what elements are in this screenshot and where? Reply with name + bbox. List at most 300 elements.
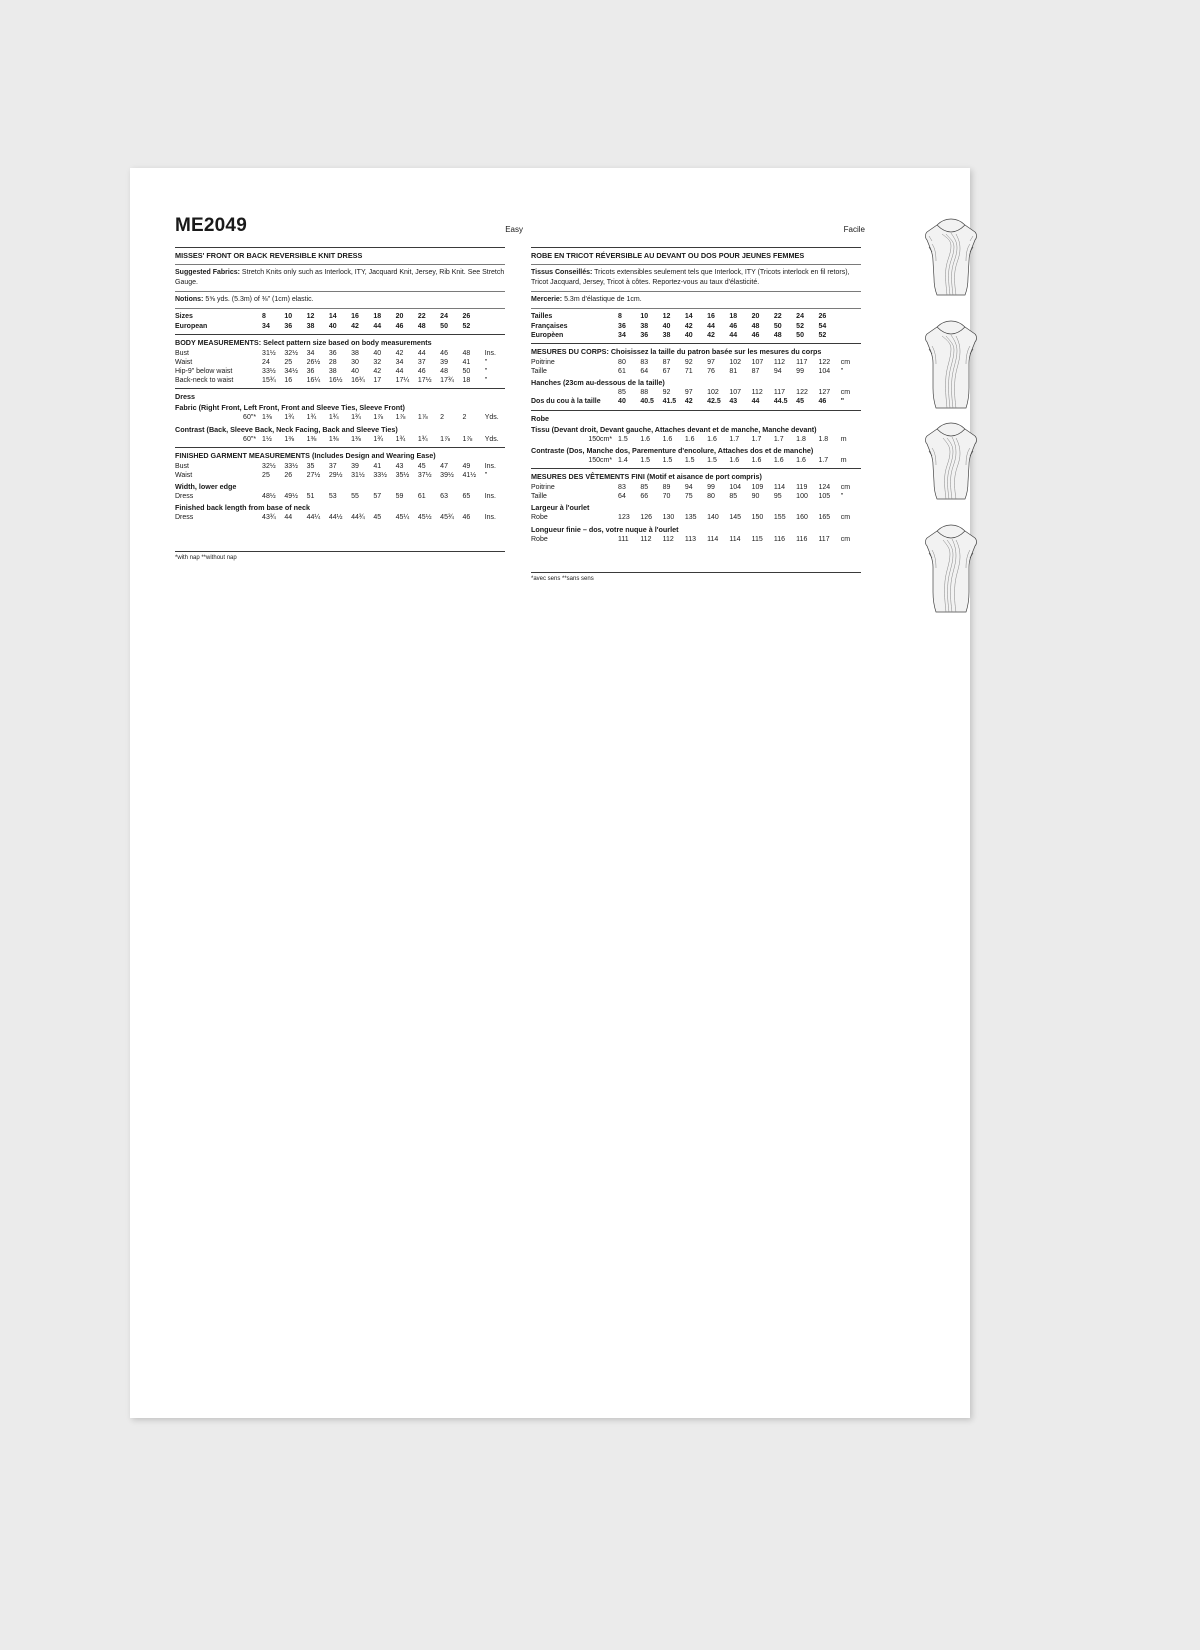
cell: 64 <box>618 493 626 501</box>
table-row <box>175 367 505 376</box>
cell: 44 <box>284 514 293 522</box>
cell: 38 <box>306 322 315 330</box>
cell: 34½ <box>284 368 298 376</box>
cell: 1⅞ <box>440 435 450 443</box>
cell-unit: Yds. <box>484 435 499 443</box>
cell: 1¾ <box>395 435 406 443</box>
divider <box>175 447 505 448</box>
cell: 1.7 <box>818 456 829 464</box>
table-row <box>175 462 505 471</box>
cell-unit: Ins. <box>484 462 496 470</box>
cell: 1½ <box>262 435 272 443</box>
cell: 127 <box>818 389 831 397</box>
two-column-body <box>175 244 875 582</box>
cell: 16 <box>351 313 359 321</box>
cell: 41½ <box>462 472 477 480</box>
divider <box>531 308 861 309</box>
cell: 52 <box>796 322 804 330</box>
row-label: Waist <box>175 472 193 480</box>
footnote-fr: *avec sens **sans sens <box>531 575 594 582</box>
cell: 55 <box>351 493 359 501</box>
cell: 112 <box>662 535 674 543</box>
cell: 113 <box>684 535 697 543</box>
finished-back-length-table-fr <box>531 535 861 544</box>
cell: 1.5 <box>640 456 651 464</box>
cell: 116 <box>773 535 786 543</box>
cell: 75 <box>684 493 693 501</box>
width-lower-edge-table-fr <box>531 513 861 522</box>
cell: 66 <box>640 493 649 501</box>
cell: 41 <box>462 358 471 366</box>
finished-measurements-header-en: FINISHED GARMENT MEASUREMENTS (Includes Design and Wearing Ease) <box>175 450 436 460</box>
cell: 36 <box>328 349 337 357</box>
cell: 26 <box>818 313 827 321</box>
cell: 24 <box>262 358 270 366</box>
cell: 29½ <box>328 472 343 480</box>
cell: 44 <box>395 368 404 376</box>
cell-unit: " <box>840 368 844 376</box>
suggested-fabrics-text-fr: Tricots extensibles seulement tels que Interlock, ITY (Tricots interlock en fil retors), Tricot Jacquard, Jersey, Tricot à côtes. Reportez-vous au taux d'élasticité. <box>531 268 850 286</box>
cell: 24 <box>440 313 448 321</box>
cell: 124 <box>818 484 831 492</box>
cell: 1⅜ <box>306 435 317 443</box>
table-row <box>175 312 505 321</box>
body-measurements-table-fr <box>531 358 861 376</box>
finished-measurements-header-fr: MESURES DES VÊTEMENTS FINI (Motif et aisance de port compris) <box>531 471 762 481</box>
cell: 1.5 <box>618 435 628 443</box>
column-french <box>531 244 861 582</box>
cell: 100 <box>796 493 808 501</box>
cell: 119 <box>796 484 808 492</box>
cell: 48 <box>773 331 782 339</box>
finished-back-length-table-en <box>175 513 505 522</box>
cell: 42.5 <box>707 398 721 406</box>
cell: 45½ <box>417 514 432 522</box>
cell: 35½ <box>395 472 410 480</box>
size-table-en <box>175 312 505 330</box>
divider <box>175 247 505 248</box>
cell: 117 <box>796 358 808 366</box>
cell: 1.6 <box>707 435 717 443</box>
cell: 122 <box>818 358 831 366</box>
cell: 8 <box>618 313 622 321</box>
table-row <box>175 413 505 422</box>
cell: 71 <box>684 368 693 376</box>
cell: 48 <box>417 322 426 330</box>
table-row <box>175 471 505 480</box>
hip-label-fr: Hanches (23cm au-dessous de la taille) <box>531 378 665 388</box>
row-label: 150cm* <box>588 456 613 464</box>
cell-unit: " <box>484 368 488 376</box>
cell: 114 <box>729 535 741 543</box>
suggested-fabrics-label-fr: Tissus Conseillés: <box>531 268 593 276</box>
cell: 26 <box>462 313 471 321</box>
row-label: Dos du cou à la taille <box>531 398 601 406</box>
table-row <box>175 358 505 367</box>
cell: 44 <box>417 349 426 357</box>
cell: 42 <box>395 349 404 357</box>
cell-unit: " <box>484 358 488 366</box>
cell: 49½ <box>284 493 298 501</box>
table-row <box>531 435 861 444</box>
fabric-yardage-table-fr <box>531 435 861 444</box>
cell: 31½ <box>351 472 365 480</box>
cell: 48 <box>440 368 448 376</box>
cell: 20 <box>395 313 404 321</box>
cell: 34 <box>618 331 626 339</box>
cell: 76 <box>707 368 715 376</box>
cell: 1¾ <box>417 435 428 443</box>
notions-label-fr: Mercerie: <box>531 296 563 304</box>
cell-unit: cm <box>840 484 851 492</box>
cell: 107 <box>751 358 764 366</box>
cell <box>841 331 861 340</box>
cell: 1.5 <box>684 456 695 464</box>
table-row <box>531 312 861 321</box>
cell: 45 <box>417 462 426 470</box>
table-row <box>531 535 861 544</box>
suggested-fabrics-text-en: Stretch Knits only such as Interlock, ITY, Jacquard Knit, Jersey, Rib Knit. See Stretch Gauge. <box>175 268 505 286</box>
divider <box>531 264 861 265</box>
cell: 46 <box>417 368 426 376</box>
cell: 28 <box>328 358 337 366</box>
column-english <box>175 244 505 582</box>
cell: 1.6 <box>684 435 695 443</box>
cell: 85 <box>729 493 738 501</box>
cell: 61 <box>618 368 626 376</box>
cell: 114 <box>773 484 786 492</box>
cell-unit: " <box>484 472 488 480</box>
cell: 65 <box>462 493 471 501</box>
cell: 111 <box>618 535 629 543</box>
cell: 16¾ <box>351 377 365 385</box>
pattern-number: ME2049 <box>175 215 247 236</box>
cell: 14 <box>328 313 337 321</box>
cell: 1⅜ <box>351 435 361 443</box>
cell: 1⅜ <box>284 435 295 443</box>
cell: 25 <box>262 472 270 480</box>
cell: 36 <box>640 331 649 339</box>
cell: 17 <box>373 377 382 385</box>
dress-label-en: Dress <box>175 392 195 402</box>
body-measurements-header-fr: MESURES DU CORPS: Choisissez la taille du patron basée sur les mesures du corps <box>531 346 822 356</box>
finished-back-length-label-en: Finished back length from base of neck <box>175 503 310 513</box>
cell: 1⅞ <box>417 414 428 422</box>
cell-unit: m <box>840 435 847 443</box>
cell-unit: cm <box>840 389 851 397</box>
cell: 87 <box>662 358 671 366</box>
cell: 155 <box>773 514 786 522</box>
cell <box>485 312 505 321</box>
notions-label-en: Notions: <box>175 296 204 304</box>
cell: 46 <box>440 349 448 357</box>
cell: 40 <box>328 322 337 330</box>
cell: 95 <box>773 493 782 501</box>
notions-fr <box>531 295 861 305</box>
cell: 112 <box>773 358 786 366</box>
row-label: 60"* <box>243 435 257 443</box>
cell-unit: " <box>840 398 845 406</box>
cell: 97 <box>707 358 715 366</box>
cell: 88 <box>640 389 649 397</box>
cell: 44 <box>751 398 760 406</box>
difficulty-fr: Facile <box>843 225 865 234</box>
row-label: Waist <box>175 358 193 366</box>
cell: 53 <box>328 493 337 501</box>
view-d-dress-front <box>920 522 982 618</box>
cell-unit: Ins. <box>484 514 496 522</box>
notions-en <box>175 295 505 305</box>
cell: 1.6 <box>773 456 784 464</box>
cell: 80 <box>618 358 626 366</box>
cell: 46 <box>818 398 827 406</box>
cell: 33½ <box>262 368 276 376</box>
divider <box>531 572 861 573</box>
cell: 160 <box>796 514 808 522</box>
cell: 45¾ <box>440 514 454 522</box>
document-content <box>175 215 915 582</box>
cell: 126 <box>640 514 652 522</box>
view-c-dress-front <box>920 420 982 516</box>
cell: 33½ <box>373 472 387 480</box>
row-label: Hip-9" below waist <box>175 368 233 376</box>
cell: 38 <box>328 368 337 376</box>
cell: 1.4 <box>618 456 628 464</box>
cell: 145 <box>729 514 742 522</box>
finished-measurements-table-en <box>175 462 505 480</box>
cell: 1.7 <box>751 435 762 443</box>
cell: 40 <box>684 331 693 339</box>
contrast-line-fr: Contraste (Dos, Manche dos, Parementure d'encolure, Attaches dos et de manche) <box>531 445 814 455</box>
cell: 54 <box>818 322 827 330</box>
cell: 1.8 <box>796 435 806 443</box>
cell: 44 <box>707 322 715 330</box>
cell: 2 <box>440 414 445 422</box>
suggested-fabrics-en <box>175 268 505 288</box>
row-label: Poitrine <box>531 358 555 366</box>
cell: 45 <box>796 398 804 406</box>
cell: 83 <box>618 484 626 492</box>
cell: 64 <box>640 368 649 376</box>
cell: 17¼ <box>395 377 410 385</box>
cell: 18 <box>729 313 738 321</box>
size-table-fr <box>531 312 861 340</box>
cell: 1⅜ <box>262 414 272 422</box>
cell: 36 <box>618 322 626 330</box>
cell: 115 <box>751 535 763 543</box>
header-left <box>175 215 523 237</box>
divider <box>531 291 861 292</box>
row-label: Taille <box>531 493 547 501</box>
cell: 37 <box>417 358 426 366</box>
cell: 24 <box>796 313 804 321</box>
cell: 22 <box>773 313 782 321</box>
garment-title-fr: ROBE EN TRICOT RÉVERSIBLE AU DEVANT OU DOS POUR JEUNES FEMMES <box>531 251 805 260</box>
cell: 87 <box>751 368 760 376</box>
cell: 15¾ <box>262 377 276 385</box>
cell: 114 <box>707 535 719 543</box>
notions-text-fr: 5.3m d'élastique de 1cm. <box>562 296 642 304</box>
difficulty-en: Easy <box>505 225 523 234</box>
cell: 85 <box>640 484 649 492</box>
cell: 25 <box>284 358 293 366</box>
cell: 117 <box>773 389 786 397</box>
cell: 1.7 <box>773 435 784 443</box>
cell: 16½ <box>328 377 343 385</box>
cell: 34 <box>395 358 404 366</box>
table-row <box>531 513 861 522</box>
cell <box>841 312 861 321</box>
cell: 8 <box>262 313 266 321</box>
finished-back-length-label-fr: Longueur finie – dos, votre nuque à l'ourlet <box>531 524 679 534</box>
cell: 46 <box>751 331 760 339</box>
cell: 50 <box>773 322 782 330</box>
cell: 48½ <box>262 493 276 501</box>
cell: 109 <box>751 484 764 492</box>
cell: 39 <box>440 358 448 366</box>
cell: 1.6 <box>729 456 740 464</box>
cell: 44¾ <box>351 514 365 522</box>
cell: 89 <box>662 484 671 492</box>
cell: 94 <box>773 368 782 376</box>
cell: 97 <box>684 389 693 397</box>
cell: 150 <box>751 514 764 522</box>
row-label: Poitrine <box>531 484 555 492</box>
cell: 92 <box>662 389 671 397</box>
row-label: 150cm* <box>588 435 613 443</box>
cell: 99 <box>796 368 804 376</box>
suggested-fabrics-fr <box>531 268 861 288</box>
cell: 1.6 <box>640 435 651 443</box>
cell-unit: m <box>840 456 847 464</box>
cell: 39 <box>351 462 359 470</box>
cell: 52 <box>462 322 471 330</box>
cell: 20 <box>751 313 760 321</box>
cell: 16 <box>707 313 715 321</box>
width-lower-edge-label-fr: Largeur à l'ourlet <box>531 503 590 513</box>
table-row <box>531 483 861 492</box>
cell: 80 <box>707 493 715 501</box>
cell-unit: " <box>840 493 844 501</box>
cell: 40 <box>373 349 382 357</box>
table-row <box>531 367 861 376</box>
table-row <box>175 513 505 522</box>
cell: 40 <box>618 398 626 406</box>
table-row <box>531 456 861 465</box>
cell: 36 <box>306 368 315 376</box>
cell: 38 <box>640 322 649 330</box>
table-row <box>175 321 505 330</box>
cell: 35 <box>306 462 315 470</box>
table-row <box>531 321 861 330</box>
fabric-yardage-table-en <box>175 413 505 422</box>
cell: 14 <box>684 313 693 321</box>
cell: 43 <box>729 398 738 406</box>
cell: 39½ <box>440 472 454 480</box>
cell: 46 <box>729 322 738 330</box>
cell: 107 <box>729 389 742 397</box>
cell: 63 <box>440 493 448 501</box>
table-row <box>531 331 861 340</box>
body-measurements-header-en: BODY MEASUREMENTS: Select pattern size based on body measurements <box>175 337 432 347</box>
cell: 112 <box>751 389 763 397</box>
cell: 32 <box>373 358 382 366</box>
cell: 1⅜ <box>328 435 339 443</box>
cell: 42 <box>373 368 382 376</box>
cell: 36 <box>284 322 293 330</box>
cell: 44 <box>373 322 382 330</box>
cell: 22 <box>417 313 426 321</box>
cell: 2 <box>462 414 467 422</box>
cell: 42 <box>351 322 359 330</box>
cell: 1⅞ <box>395 414 406 422</box>
cell: 37½ <box>417 472 432 480</box>
illustration-column <box>920 216 990 624</box>
cell: 18 <box>373 313 382 321</box>
cell: 44¼ <box>306 514 321 522</box>
cell: 67 <box>662 368 671 376</box>
notions-text-en: 5⅝ yds. (5.3m) of ⅜" (1cm) elastic. <box>203 296 314 304</box>
cell: 44 <box>729 331 738 339</box>
cell: 130 <box>662 514 675 522</box>
cell: 112 <box>640 535 652 543</box>
cell: 57 <box>373 493 382 501</box>
cell: 1.6 <box>796 456 806 464</box>
table-row <box>175 435 505 444</box>
cell: 51 <box>306 493 315 501</box>
cell-unit: " <box>484 377 488 385</box>
cell: 44.5 <box>773 398 788 406</box>
cell: 37 <box>328 462 337 470</box>
divider <box>531 247 861 248</box>
sizes-label-en: Sizes <box>175 313 193 321</box>
cell: 1.8 <box>818 435 829 443</box>
row-label: 60"* <box>243 414 257 422</box>
divider <box>175 308 505 309</box>
sizes-label-fr: Tailles <box>531 313 553 321</box>
cell: 48 <box>462 349 471 357</box>
contrast-yardage-table-en <box>175 435 505 444</box>
table-row <box>531 397 861 406</box>
contrast-yardage-table-fr <box>531 456 861 465</box>
garment-title-en: MISSES' FRONT OR BACK REVERSIBLE KNIT DRESS <box>175 251 363 260</box>
french-sizes-label: Françaises <box>531 322 568 330</box>
cell: 33½ <box>284 462 298 470</box>
divider <box>531 468 861 469</box>
cell <box>841 321 861 330</box>
cell: 1¾ <box>328 414 339 422</box>
cell: 50 <box>440 322 448 330</box>
row-label: Bust <box>175 349 190 357</box>
cell: 94 <box>684 484 693 492</box>
cell: 1¾ <box>306 414 317 422</box>
cell: 41.5 <box>662 398 677 406</box>
cell <box>485 321 505 330</box>
cell: 46 <box>395 322 404 330</box>
cell: 48 <box>751 322 760 330</box>
cell: 26½ <box>306 358 321 366</box>
cell: 52 <box>818 331 827 339</box>
cell: 16¼ <box>306 377 321 385</box>
fabric-line-fr: Tissu (Devant droit, Devant gauche, Attaches devant et de manche, Manche devant) <box>531 424 817 434</box>
european-label-fr: Europèen <box>531 331 564 339</box>
cell: 10 <box>640 313 649 321</box>
cell: 42 <box>684 322 693 330</box>
cell: 40 <box>662 322 671 330</box>
cell: 104 <box>818 368 831 376</box>
row-label: Robe <box>531 535 548 543</box>
table-row <box>531 492 861 501</box>
